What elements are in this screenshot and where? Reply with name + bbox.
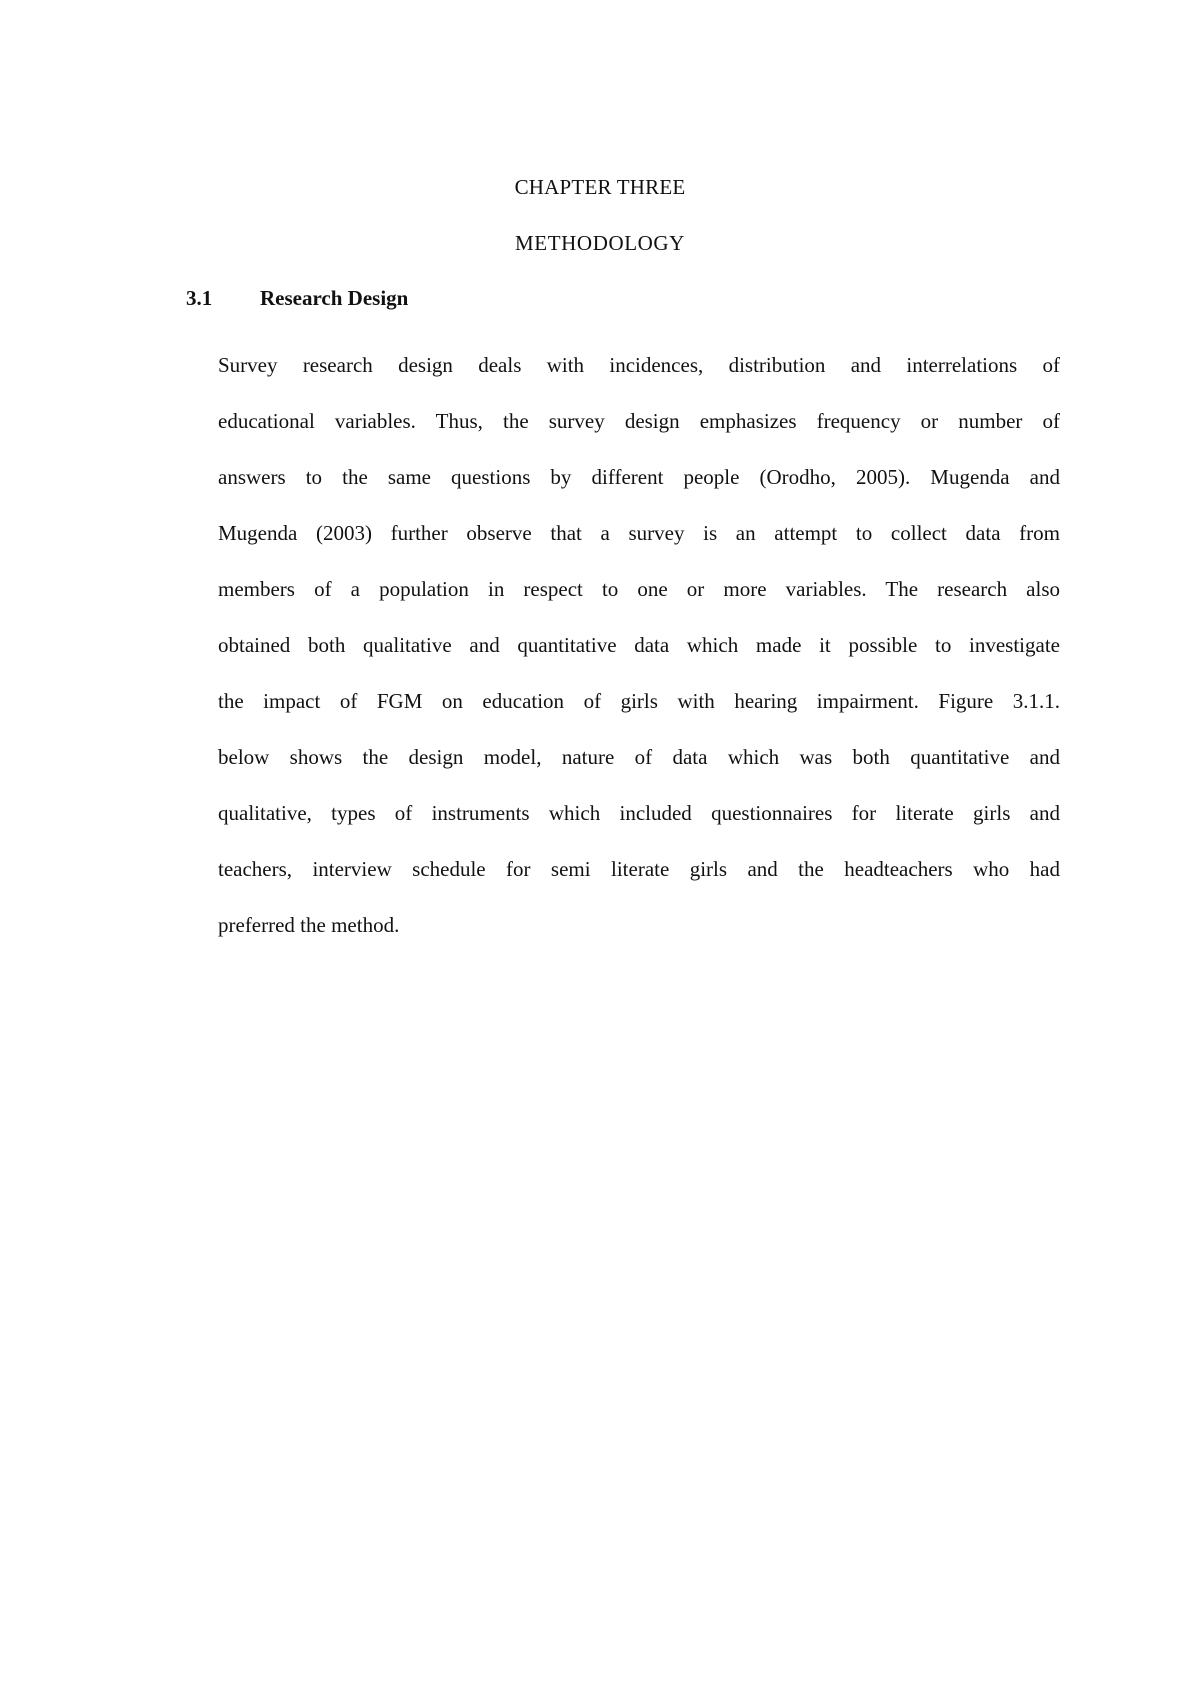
section-title: Research Design [260, 286, 409, 310]
section-number: 3.1 [186, 286, 213, 310]
chapter-subtitle: METHODOLOGY [515, 231, 685, 255]
paragraph-line: answers to the same questions by different people (Orodho, 2005). Mugenda and [218, 465, 1060, 489]
body-paragraph [218, 337, 1060, 953]
paragraph-line: Survey research design deals with incidences, distribution and interrelations of [218, 353, 1060, 377]
paragraph-line: preferred the method. [218, 913, 400, 937]
paragraph-line: below shows the design model, nature of data which was both quantitative and [218, 745, 1060, 769]
paragraph-line: qualitative, types of instruments which included questionnaires for literate girls and [218, 801, 1060, 825]
chapter-title: CHAPTER THREE [514, 175, 686, 199]
paragraph-line: members of a population in respect to one or more variables. The research also [218, 577, 1060, 601]
paragraph-line: obtained both qualitative and quantitative data which made it possible to investigate [218, 633, 1060, 657]
paragraph-line: educational variables. Thus, the survey design emphasizes frequency or number of [218, 409, 1060, 433]
section-heading [186, 283, 408, 313]
paragraph-line: the impact of FGM on education of girls with hearing impairment. Figure 3.1.1. [218, 689, 1060, 713]
paragraph-line: Mugenda (2003) further observe that a survey is an attempt to collect data from [218, 521, 1060, 545]
paragraph-line: teachers, interview schedule for semi literate girls and the headteachers who had [218, 857, 1060, 881]
